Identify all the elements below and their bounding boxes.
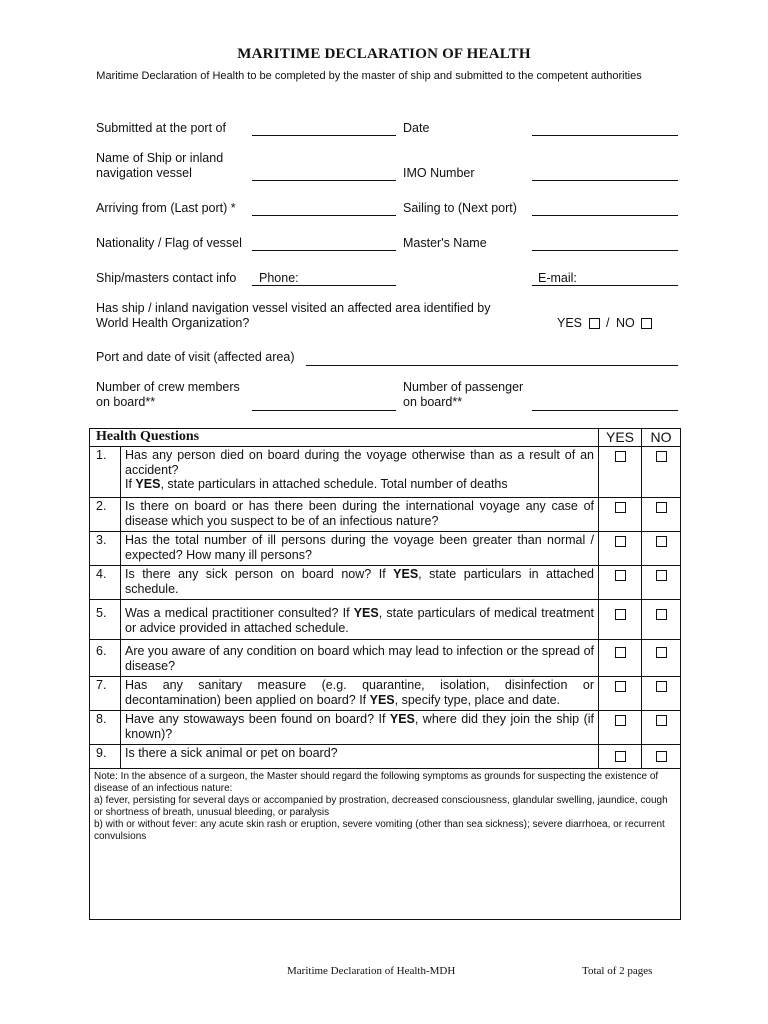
question-row-8 (90, 711, 681, 745)
question-text-part: , specify type, place and date. (394, 692, 561, 707)
question-text-bold: YES (369, 692, 395, 707)
question-number: 5. (90, 600, 121, 640)
question-number: 3. (90, 532, 121, 566)
no-checkbox[interactable] (656, 715, 667, 726)
yes-cell (599, 745, 642, 769)
question-text-part: Have any stowaways been found on board? If (125, 712, 390, 726)
question-row-9 (90, 745, 681, 769)
question-row-5 (90, 600, 681, 640)
question-text-part: Was a medical practitioner consulted? If (125, 606, 354, 620)
no-checkbox[interactable] (656, 451, 667, 462)
yes-cell (599, 600, 642, 640)
question-text (121, 532, 599, 566)
email-field[interactable] (532, 285, 678, 286)
yes-column-header: YES (599, 429, 642, 447)
master-field[interactable] (532, 250, 678, 251)
no-cell (642, 745, 681, 769)
yes-cell (599, 532, 642, 566)
question-text-part: Is there on board or has there been during the international voyage any case of disease which you suspect to be of an infectious nature? (125, 499, 595, 528)
question-text-part: , where did they join the ship (if known)? (125, 712, 594, 741)
question-row-2 (90, 498, 681, 532)
yes-cell (599, 498, 642, 532)
no-checkbox[interactable] (656, 681, 667, 692)
health-questions-table (89, 428, 681, 920)
question-text (121, 745, 599, 769)
visited-yes-no (557, 316, 652, 331)
passenger-label (403, 380, 523, 410)
no-checkbox[interactable] (656, 647, 667, 658)
yes-cell (599, 447, 642, 498)
imo-field[interactable] (532, 180, 678, 181)
yes-cell (599, 677, 642, 711)
visited-slash: / (605, 316, 610, 330)
nationality-field[interactable] (252, 250, 396, 251)
ship-name-label-line2: navigation vessel (96, 166, 192, 180)
question-text (121, 711, 599, 745)
yes-cell (599, 566, 642, 600)
visited-question-line1: Has ship / inland navigation vessel visited an affected area identified by (96, 301, 491, 315)
yes-checkbox[interactable] (615, 609, 626, 620)
ship-name-field[interactable] (252, 180, 396, 181)
visit-field[interactable] (306, 365, 678, 366)
question-text-bold: YES (389, 712, 415, 726)
question-text (121, 600, 599, 640)
question-text-part: Is there a sick animal or pet on board? (125, 746, 338, 760)
sailing-field[interactable] (532, 215, 678, 216)
question-text-part: Has the total number of ill persons during the voyage been greater than normal / expected? How many ill persons? (125, 533, 595, 562)
yes-checkbox[interactable] (615, 647, 626, 658)
ship-name-label (96, 151, 223, 181)
no-cell (642, 677, 681, 711)
question-text-part: Has any person died on board during the voyage otherwise than as a result of an accident? (125, 448, 595, 477)
no-checkbox[interactable] (656, 751, 667, 762)
visit-label: Port and date of visit (affected area) (96, 350, 295, 364)
question-number: 6. (90, 640, 121, 677)
yes-checkbox[interactable] (615, 681, 626, 692)
visited-yes-label: YES (557, 316, 583, 330)
no-checkbox[interactable] (656, 536, 667, 547)
passenger-label-line2: on board** (403, 395, 463, 409)
visited-no-label: NO (615, 316, 635, 330)
symptoms-note (90, 769, 681, 920)
yes-cell (599, 711, 642, 745)
yes-checkbox[interactable] (615, 451, 626, 462)
visited-question (96, 301, 490, 331)
question-text-part: Is there any sick person on board now? If (125, 567, 394, 581)
question-text (121, 640, 599, 677)
phone-label: Phone: (259, 271, 299, 285)
yes-cell (599, 640, 642, 677)
question-text-part: Are you aware of any condition on board which may lead to infection or the spread of disease? (125, 644, 595, 673)
visited-no-checkbox[interactable] (641, 318, 652, 329)
note-line: a) fever, persisting for several days or accompanied by prostration, decreased consciousness, glandular swelling, jaundice, cough or shortness of breath, unusual bleeding, or paralysis (94, 795, 668, 818)
sailing-label: Sailing to (Next port) (403, 201, 517, 215)
question-text-bold: YES (353, 606, 379, 620)
crew-label-line1: Number of crew members (96, 380, 240, 394)
no-cell (642, 711, 681, 745)
document-subtitle: Maritime Declaration of Health to be completed by the master of ship and submitted to the competent authorities (96, 70, 642, 82)
crew-label-line2: on board** (96, 395, 156, 409)
question-text-part: , state particulars of medical treatment or advice provided in attached schedule. (125, 606, 595, 635)
email-label: E-mail: (538, 271, 577, 285)
health-questions-header: Health Questions (90, 429, 599, 447)
yes-checkbox[interactable] (615, 502, 626, 513)
question-number: 1. (90, 447, 121, 498)
no-cell (642, 447, 681, 498)
no-cell (642, 566, 681, 600)
arriving-label: Arriving from (Last port) * (96, 201, 236, 215)
no-cell (642, 498, 681, 532)
no-checkbox[interactable] (656, 570, 667, 581)
question-text-line2 (125, 477, 594, 492)
question-number: 9. (90, 745, 121, 769)
no-cell (642, 640, 681, 677)
question-text (121, 447, 599, 498)
footer-right: Total of 2 pages (582, 965, 653, 977)
visited-yes-checkbox[interactable] (589, 318, 600, 329)
question-text-bold: YES (393, 567, 419, 581)
yes-checkbox[interactable] (615, 715, 626, 726)
contact-label: Ship/masters contact info (96, 271, 237, 285)
yes-checkbox[interactable] (615, 536, 626, 547)
port-field[interactable] (252, 135, 396, 136)
question-text (121, 677, 599, 711)
question-number: 8. (90, 711, 121, 745)
passenger-label-line1: Number of passenger (403, 380, 524, 394)
nationality-label: Nationality / Flag of vessel (96, 236, 242, 250)
passenger-field[interactable] (532, 410, 678, 411)
footer-left: Maritime Declaration of Health-MDH (287, 965, 456, 977)
crew-field[interactable] (252, 410, 396, 411)
question-row-3 (90, 532, 681, 566)
question-row-4 (90, 566, 681, 600)
date-label: Date (403, 121, 430, 135)
yes-checkbox[interactable] (615, 570, 626, 581)
imo-label: IMO Number (403, 166, 475, 180)
phone-field[interactable] (252, 285, 396, 286)
question-text (121, 498, 599, 532)
question-number: 7. (90, 677, 121, 711)
health-header-row (90, 429, 681, 447)
no-checkbox[interactable] (656, 609, 667, 620)
question-text-part: , state particulars in attached schedule. Total number of deaths (160, 477, 508, 491)
question-text-part: Has any sanitary measure (e.g. quarantine, isolation, disinfection or decontamination) been applied on board? If (125, 678, 595, 707)
date-field[interactable] (532, 135, 678, 136)
question-row-1 (90, 447, 681, 498)
note-row (90, 769, 681, 920)
no-cell (642, 532, 681, 566)
question-text-part: If (125, 477, 136, 491)
question-row-7 (90, 677, 681, 711)
note-line: b) with or without fever: any acute skin rash or eruption, severe vomiting (other than sea sickness); severe diarrhoea, or recurrent convulsions (94, 819, 665, 842)
no-cell (642, 600, 681, 640)
question-number: 2. (90, 498, 121, 532)
ship-name-label-line1: Name of Ship or inland (96, 151, 224, 165)
port-label: Submitted at the port of (96, 121, 226, 135)
question-text-bold: YES (135, 477, 161, 491)
crew-label (96, 380, 240, 410)
question-text (121, 566, 599, 600)
question-text-part: , state particulars in attached schedule. (125, 567, 595, 596)
document-title: MARITIME DECLARATION OF HEALTH (237, 46, 531, 62)
master-label: Master's Name (403, 236, 487, 250)
question-number: 4. (90, 566, 121, 600)
no-checkbox[interactable] (656, 502, 667, 513)
note-line: Note: In the absence of a surgeon, the Master should regard the following symptoms as grounds for suspecting the existence of disease of an infectious nature: (94, 771, 659, 794)
arriving-field[interactable] (252, 215, 396, 216)
no-column-header: NO (642, 429, 681, 447)
question-row-6 (90, 640, 681, 677)
yes-checkbox[interactable] (615, 751, 626, 762)
visited-question-line2: World Health Organization? (96, 316, 250, 330)
